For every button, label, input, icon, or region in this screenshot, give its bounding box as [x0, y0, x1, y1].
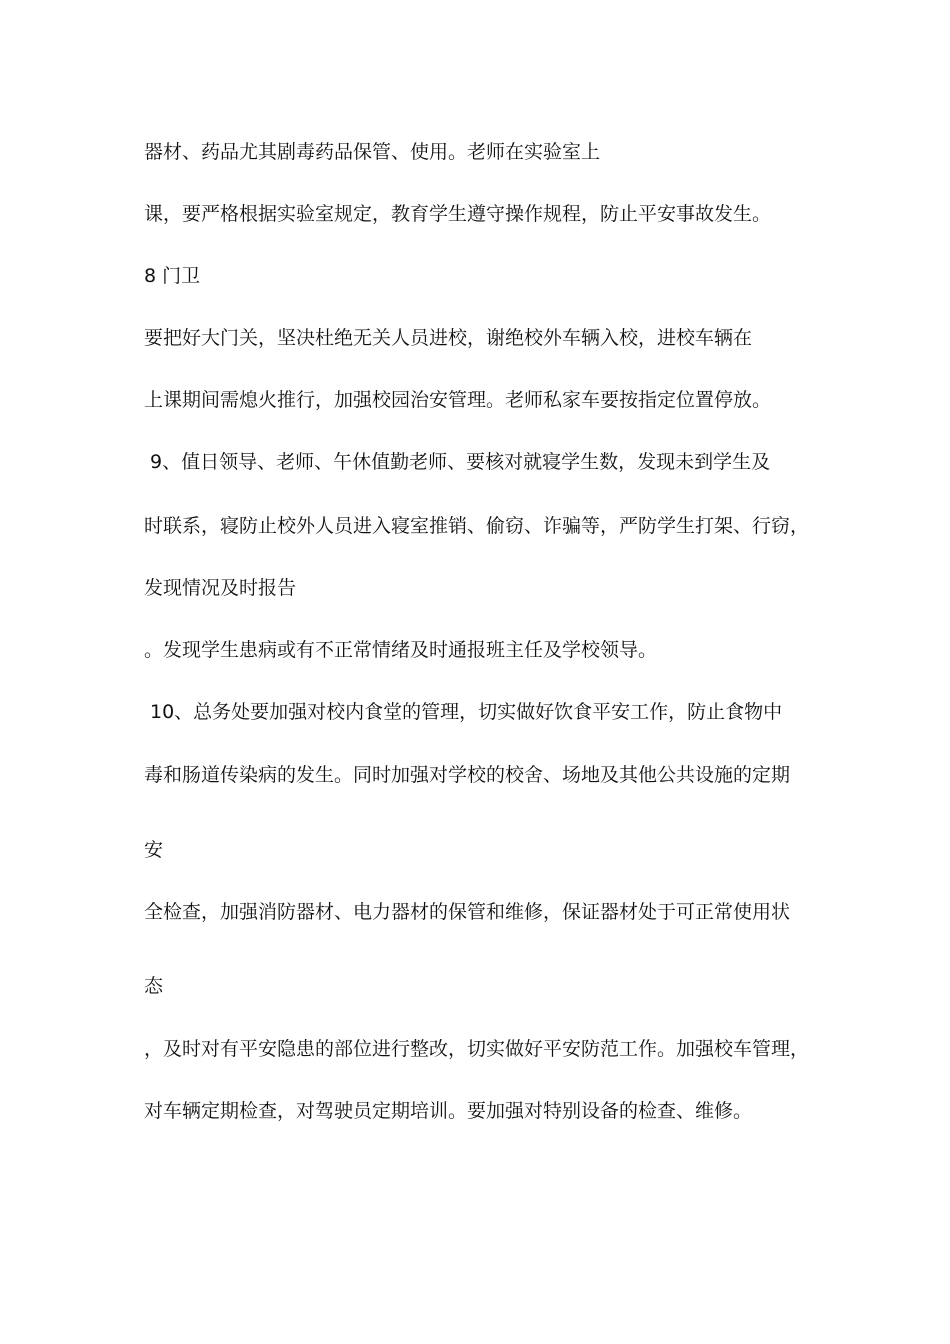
- text-line: 10、总务处要加强对校内食堂的管理，切实做好饮食平安工作，防止食物中: [150, 701, 783, 723]
- text-line: 时联系，寝防止校外人员进入寝室推销、偷窃、诈骗等，严防学生打架、行窃，: [144, 515, 810, 537]
- text-line: 课，要严格根据实验室规定，教育学生遵守操作规程，防止平安事故发生。: [144, 203, 772, 225]
- text-line: 态: [144, 975, 164, 997]
- text-line: 对车辆定期检查，对驾驶员定期培训。要加强对特别设备的检查、维修。: [144, 1100, 753, 1122]
- text-line: 要把好大门关，坚决杜绝无关人员进校，谢绝校外车辆入校，进校车辆在: [144, 327, 753, 349]
- section-heading: 8 门卫: [144, 265, 201, 287]
- text-line: 9、值日领导、老师、午休值勤老师、要核对就寝学生数，发现未到学生及: [150, 451, 771, 473]
- text-line: 上课期间需熄火推行，加强校园治安管理。老师私家车要按指定位置停放。: [144, 389, 772, 411]
- text-line: 发现情况及时报告: [144, 577, 297, 599]
- text-line: 器材、药品尤其剧毒药品保管、使用。老师在实验室上: [144, 141, 601, 163]
- text-line: 毒和肠道传染病的发生。同时加强对学校的校舍、场地及其他公共设施的定期: [144, 764, 791, 786]
- text-line: 全检查，加强消防器材、电力器材的保管和维修，保证器材处于可正常使用状: [144, 901, 791, 923]
- text-line: 。发现学生患病或有不正常情绪及时通报班主任及学校领导。: [144, 639, 658, 661]
- text-line: 安: [144, 839, 164, 861]
- text-line: ，及时对有平安隐患的部位进行整改，切实做好平安防范工作。加强校车管理，: [144, 1038, 810, 1060]
